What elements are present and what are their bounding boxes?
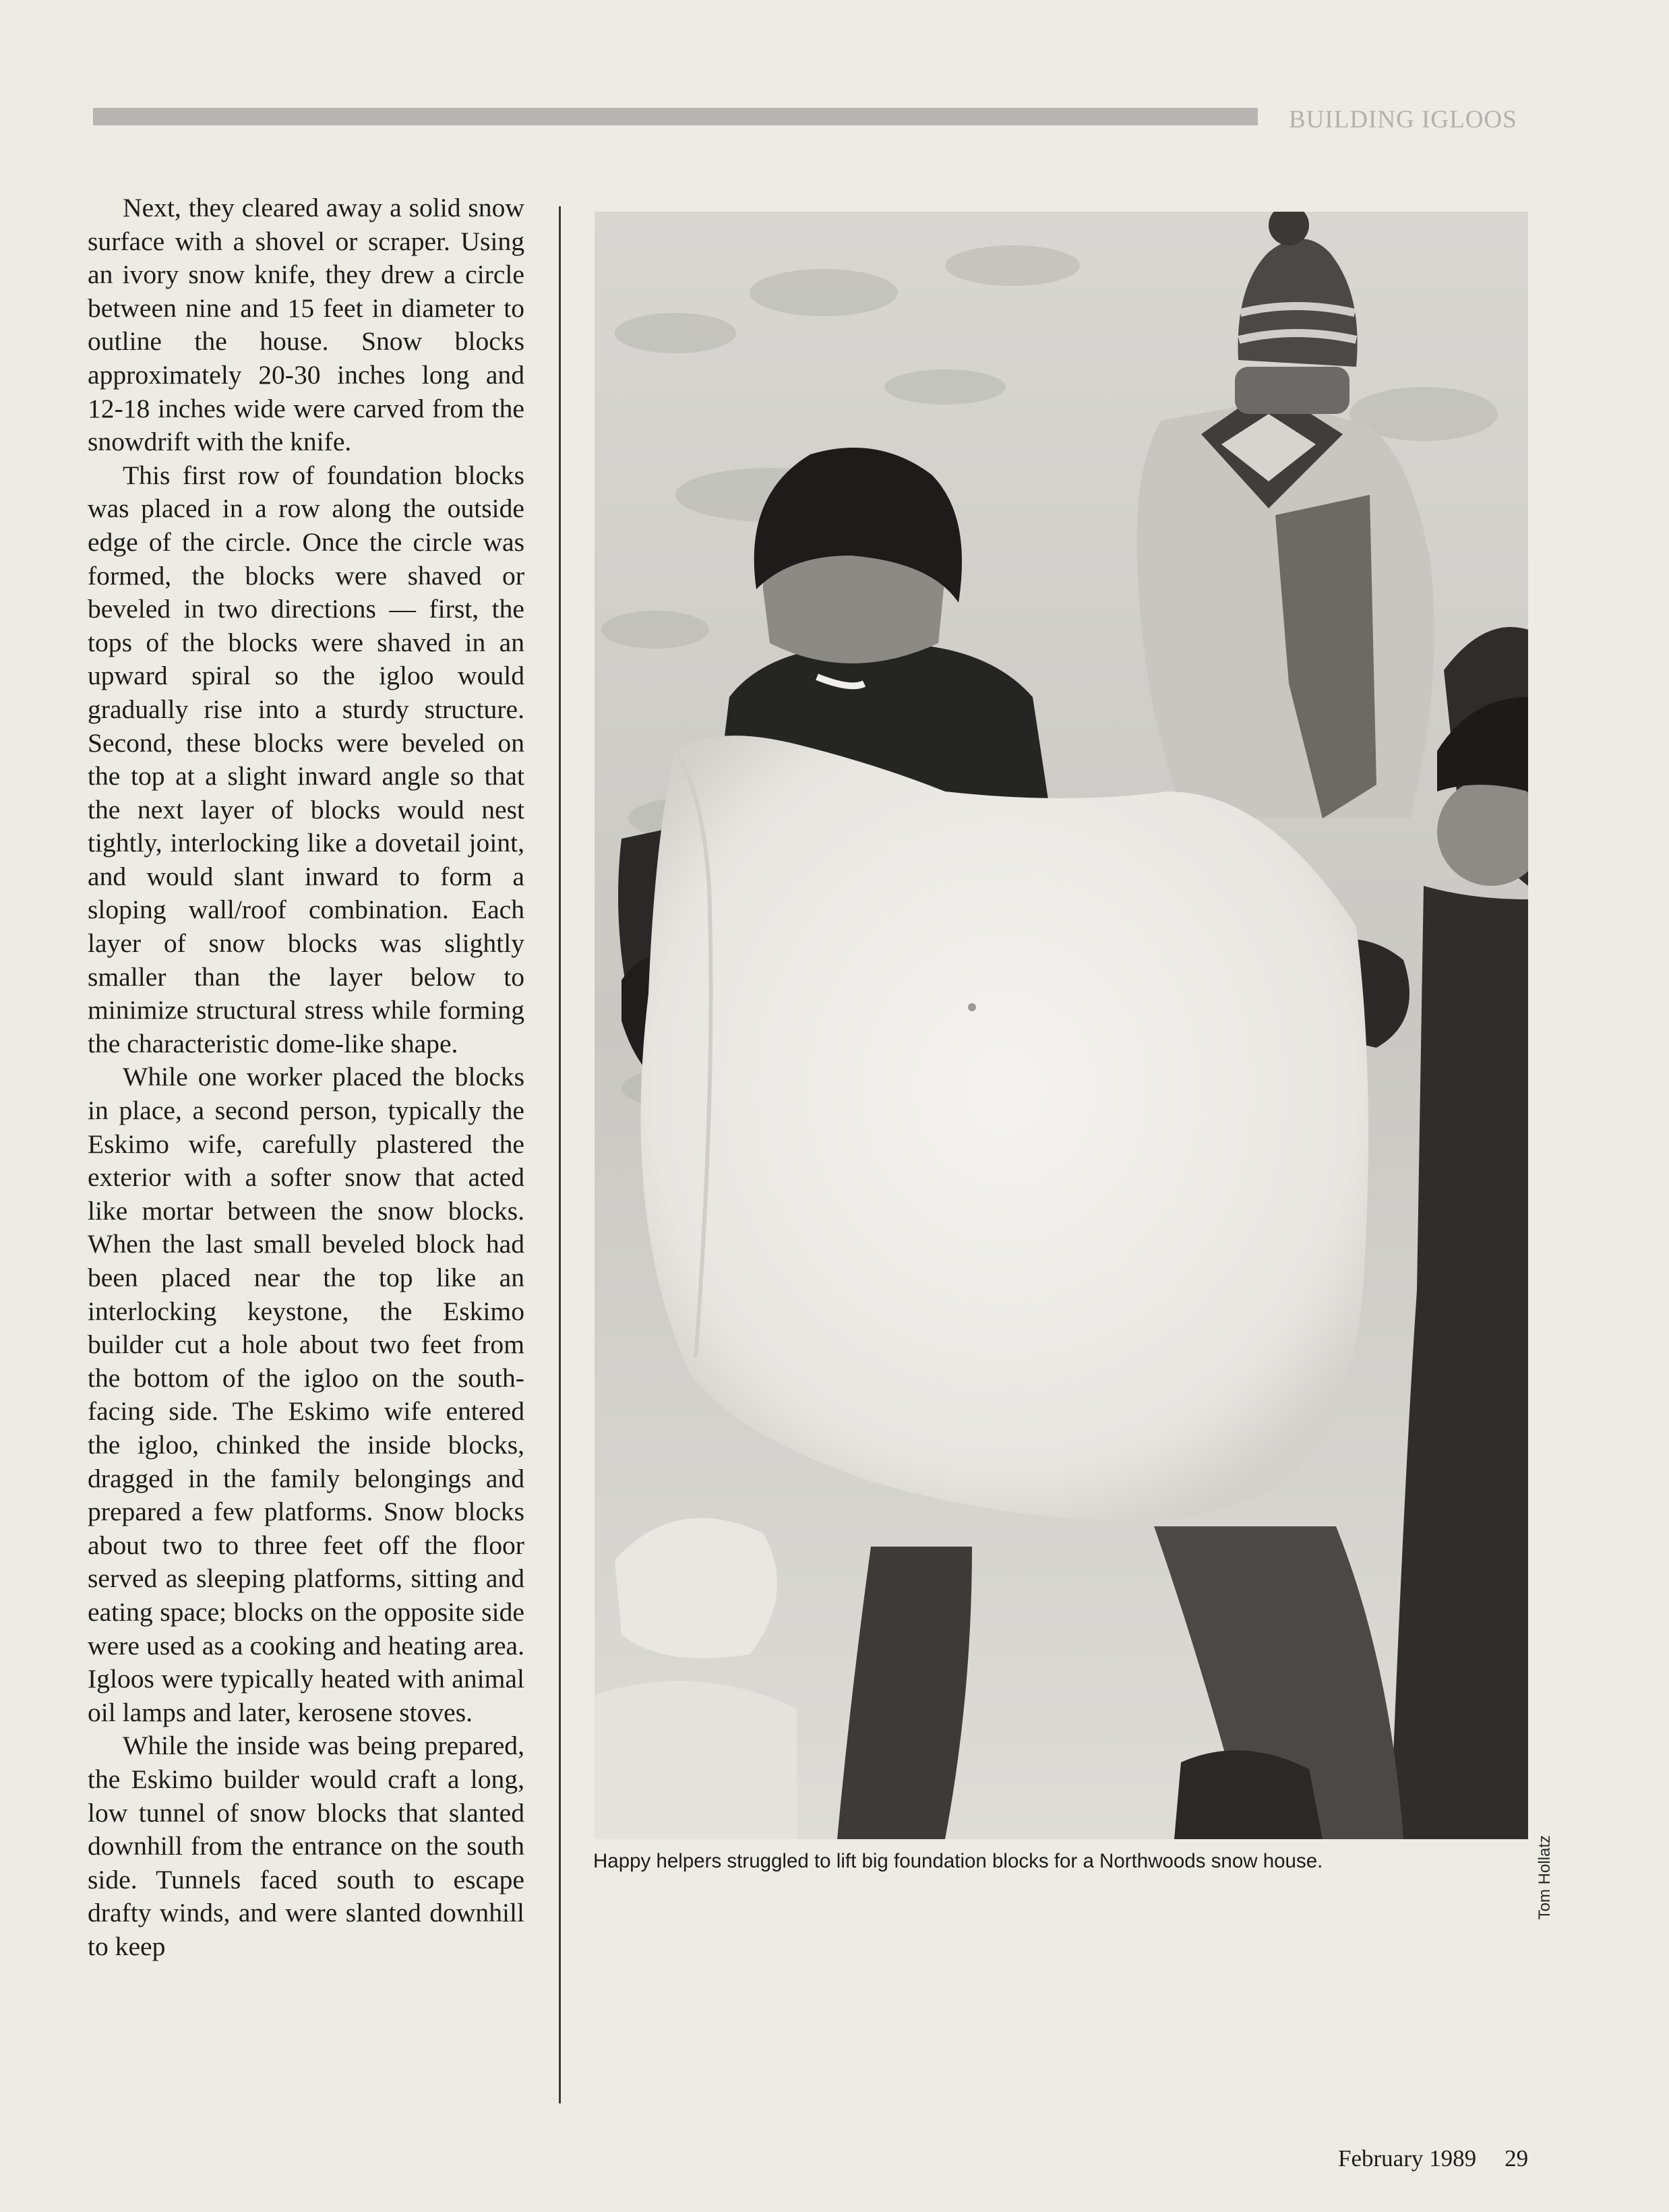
article-paragraph: Next, they cleared away a solid snow surface with a shovel or scraper. Using an ivory snow knife, they drew a circle between nine and 15 feet in diameter to outline the house. Snow blocks approximately 20-30 inches long and 12-18 inches wide were carved from the snowdrift with the knife.: [88, 193, 524, 457]
photo-caption: Happy helpers struggled to lift big foundation blocks for a Northwoods snow house.: [593, 1850, 1323, 1872]
column-rule: [559, 206, 561, 2103]
article-paragraph: While one worker placed the blocks in place, a second person, typically the Eskimo wife, carefully plastered the exterior with a softer snow that acted like mortar between the snow blocks. When the last small beveled block had been placed near the top like an interlocking keystone, the Eskimo builder cut a hole about two feet from the bottom of the igloo on the south-facing side. The Eskimo wife entered the igloo, chinked the inside blocks, dragged in the family belongings and prepared a few platforms. Snow blocks about two to three feet off the floor served as sleeping platforms, sitting and eating space; blocks on the opposite side were used as a cooking and heating area. Igloos were typically heated with animal oil lamps and later, kerosene stoves.: [88, 1062, 524, 1727]
section-title: BUILDING IGLOOS: [1289, 106, 1517, 133]
page-number: 29: [1505, 2145, 1529, 2172]
article-paragraph: This first row of foundation blocks was placed in a row along the outside edge of the circle. Once the circle was formed, the blocks were shaved or beveled in two directions — first, the tops of the blocks were shaved in an upward spiral so the igloo would gradually rise into a sturdy structure. Second, these blocks were beveled on the top at a slight inward angle so that the next layer of blocks would nest tightly, interlocking like a dovetail joint, and would slant inward to form a sloping wall/roof combination. Each layer of snow blocks was slightly smaller than the layer below to minimize structural stress while forming the characteristic dome-like shape.: [88, 460, 524, 1058]
article-paragraph: While the inside was being prepared, the Eskimo builder would craft a long, low tunnel of snow blocks that slanted downhill from the entrance on the south side. Tunnels faced south to escape drafty winds, and were slanted downhill to keep: [88, 1731, 524, 1961]
header-rule: [93, 108, 1258, 125]
page-folio: [1338, 2145, 1528, 2172]
photo-credit: [1530, 1835, 1564, 1970]
photo-children-lifting-snow-block: [595, 212, 1528, 1839]
photo-credit-text: Tom Hollatz: [1536, 1835, 1554, 1920]
article-text-column: [88, 191, 524, 1963]
issue-date: February 1989: [1338, 2145, 1477, 2172]
